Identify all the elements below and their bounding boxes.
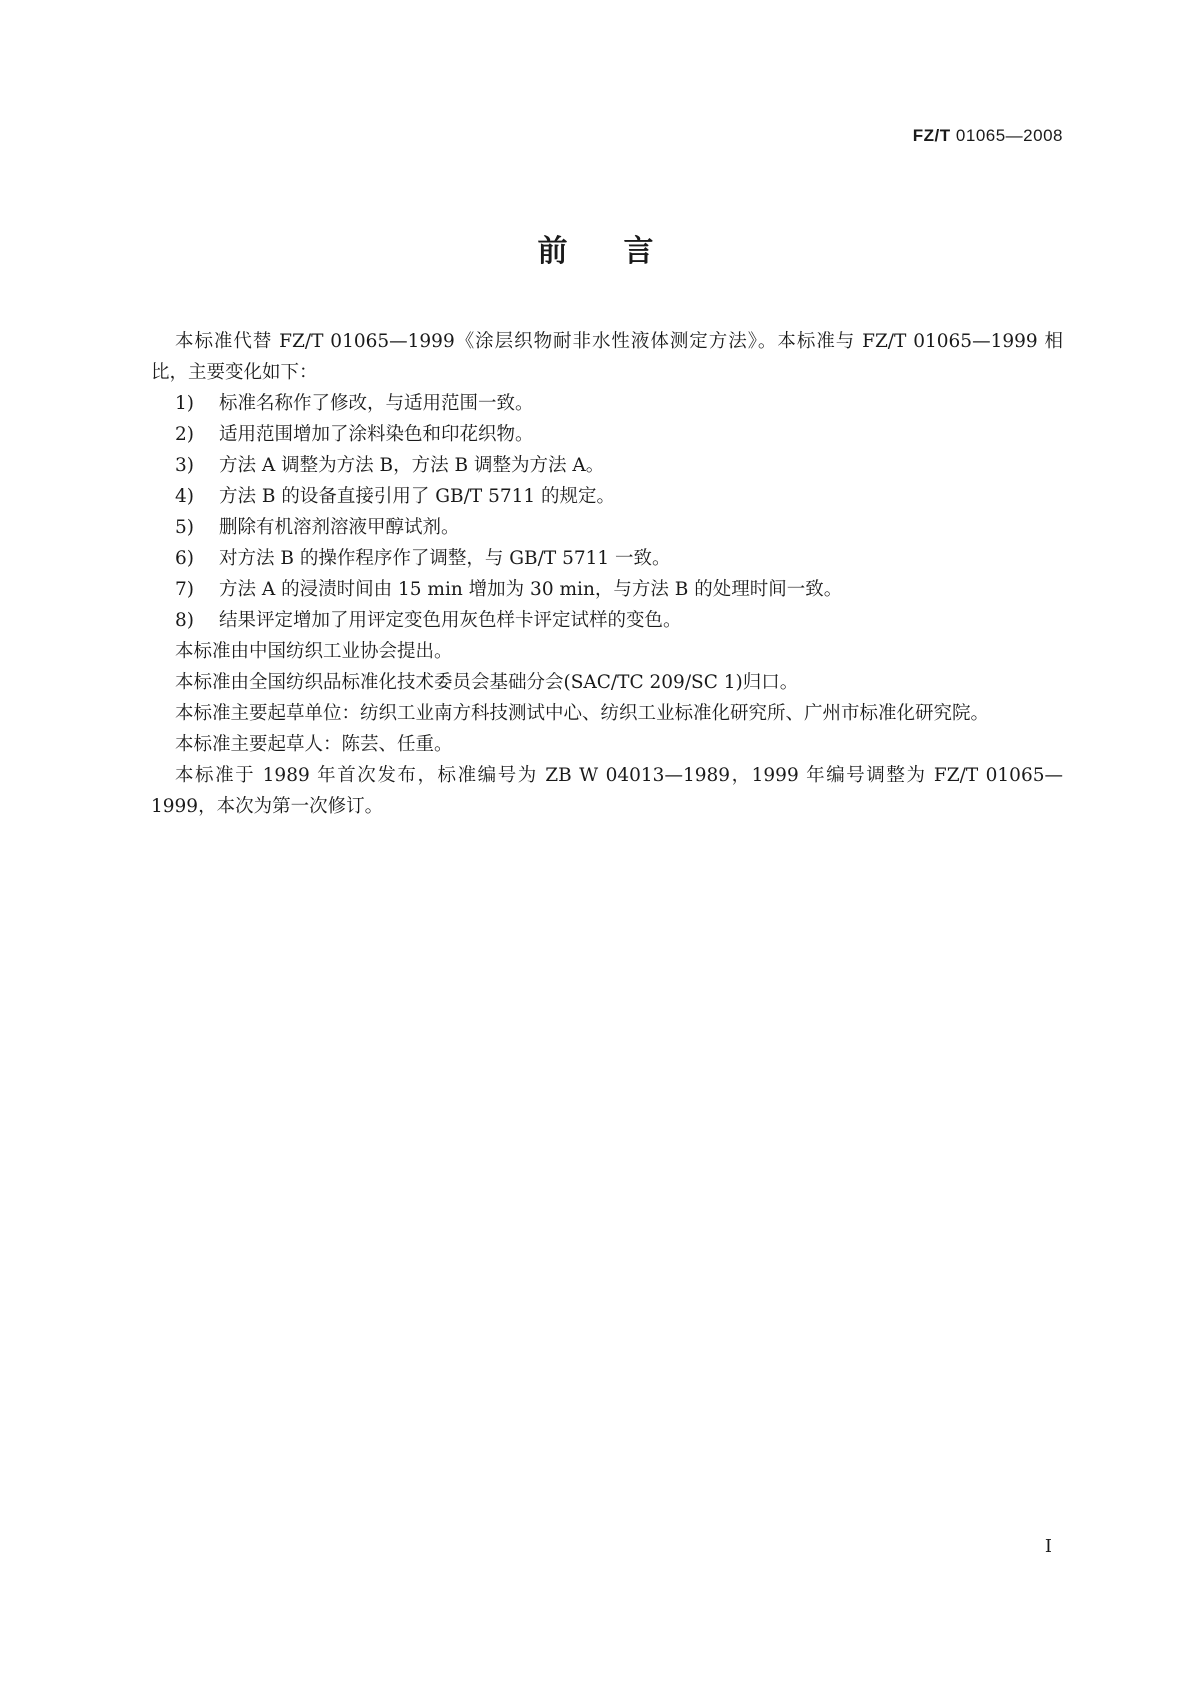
change-item <box>151 481 1063 512</box>
page-title: 前言 <box>537 234 710 269</box>
page-number: I <box>1044 1536 1052 1557</box>
change-item-text: 方法 A 调整为方法 B，方法 B 调整为方法 A。 <box>219 455 605 476</box>
change-item-text: 删除有机溶剂溶液甲醇试剂。 <box>219 517 460 538</box>
change-item <box>151 512 1063 543</box>
standard-code: FZ/T <box>912 126 951 145</box>
change-item-text: 适用范围增加了涂料染色和印花织物。 <box>219 424 534 445</box>
drafting-units-statement: 本标准主要起草单位：纺织工业南方科技测试中心、纺织工业标准化研究所、广州市标准化研究院。 <box>175 703 990 724</box>
change-item-text: 标准名称作了修改，与适用范围一致。 <box>219 393 534 414</box>
intro-paragraph: 本标准代替 FZ/T 01065—1999《涂层织物耐非水性液体测定方法》。本标准与 FZ/T 01065—1999 相比，主要变化如下： <box>151 331 1063 383</box>
change-item-number: 4) <box>175 486 194 507</box>
standard-number: 01065—2008 <box>955 126 1063 145</box>
change-item-number: 1) <box>175 393 194 414</box>
history-statement: 本标准于 1989 年首次发布，标准编号为 ZB W 04013—1989，1999 年编号调整为 FZ/T 01065—1999，本次为第一次修订。 <box>151 765 1063 817</box>
standard-number-header <box>913 126 1063 146</box>
change-item <box>151 419 1063 450</box>
change-item-number: 5) <box>175 517 194 538</box>
change-item-text: 对方法 B 的操作程序作了调整，与 GB/T 5711 一致。 <box>219 548 671 569</box>
change-item <box>151 543 1063 574</box>
change-item-number: 2) <box>175 424 194 445</box>
drafters-statement: 本标准主要起草人：陈芸、任重。 <box>175 734 453 755</box>
change-item <box>151 574 1063 605</box>
change-item <box>151 388 1063 419</box>
change-item <box>151 450 1063 481</box>
change-item-number: 6) <box>175 548 194 569</box>
change-item-number: 3) <box>175 455 194 476</box>
change-item-text: 结果评定增加了用评定变色用灰色样卡评定试样的变色。 <box>219 610 682 631</box>
change-item-text: 方法 B 的设备直接引用了 GB/T 5711 的规定。 <box>219 486 616 507</box>
foreword-body <box>151 326 1063 822</box>
proposer-statement: 本标准由中国纺织工业协会提出。 <box>175 641 453 662</box>
change-item-number: 7) <box>175 579 194 600</box>
change-item-text: 方法 A 的浸渍时间由 15 min 增加为 30 min，与方法 B 的处理时间一致。 <box>219 579 843 600</box>
committee-statement: 本标准由全国纺织品标准化技术委员会基础分会(SAC/TC 209/SC 1)归口。 <box>175 672 799 693</box>
change-item <box>151 605 1063 636</box>
change-item-number: 8) <box>175 610 194 631</box>
